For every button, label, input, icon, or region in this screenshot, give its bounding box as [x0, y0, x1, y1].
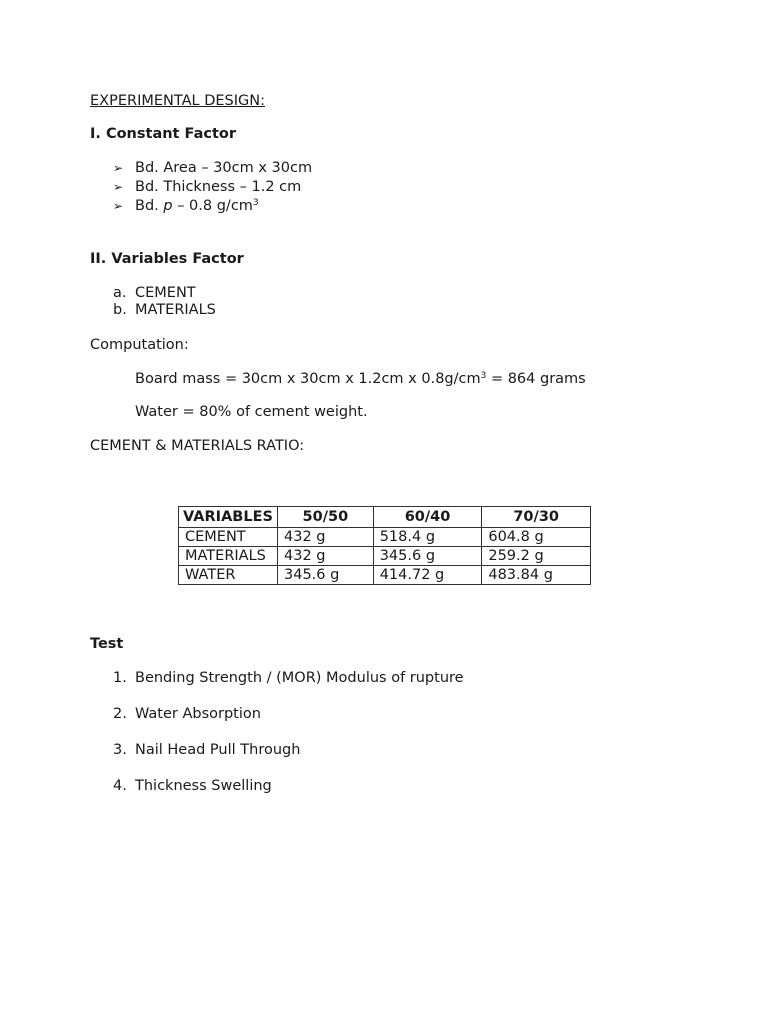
column-header: VARIABLES	[179, 507, 278, 528]
bullet-item-density: ➢ Bd. p – 0.8 $g/cm^3$	[113, 198, 259, 214]
arrow-bullet-icon: ➢	[113, 199, 124, 213]
section-heading-variables-factor: II. Variables Factor	[90, 251, 244, 267]
section-heading-test: Test	[90, 636, 124, 652]
column-header: 50/50	[278, 507, 374, 528]
table-row	[179, 566, 591, 585]
table-cell: 345.6 g	[278, 566, 374, 585]
ratio-label: CEMENT & MATERIALS RATIO:	[90, 438, 305, 454]
board-mass-formula: Board mass = 30cm x 30cm x 1.2cm x $0.8g/cm^3 = 864$ grams	[135, 371, 586, 387]
list-item: 2. Water Absorption	[113, 706, 261, 722]
list-item: b. MATERIALS	[113, 302, 216, 318]
table-cell: WATER	[179, 566, 278, 585]
table-cell: 483.84 g	[482, 566, 591, 585]
table-row	[179, 528, 591, 547]
table-row	[179, 547, 591, 566]
table-cell: 604.8 g	[482, 528, 591, 547]
list-item: 3. Nail Head Pull Through	[113, 742, 301, 758]
table-cell: 259.2 g	[482, 547, 591, 566]
table-cell: 432 g	[278, 528, 374, 547]
list-item: 1. Bending Strength / (MOR) Modulus of rupture	[113, 670, 464, 686]
page-title: EXPERIMENTAL DESIGN:	[90, 93, 265, 109]
column-header: 70/30	[482, 507, 591, 528]
arrow-bullet-icon: ➢	[113, 180, 124, 194]
table-header-row	[179, 507, 591, 528]
column-header: 60/40	[373, 507, 482, 528]
arrow-bullet-icon: ➢	[113, 161, 124, 175]
table-cell: CEMENT	[179, 528, 278, 547]
ratio-table	[178, 506, 591, 585]
water-formula: Water = 80% of cement weight.	[135, 404, 368, 420]
bullet-item: ➢ Bd. Thickness – 1.2 cm	[113, 179, 302, 195]
list-item: a. CEMENT	[113, 285, 196, 301]
list-item: 4. Thickness Swelling	[113, 778, 272, 794]
section-heading-constant-factor: I. Constant Factor	[90, 126, 237, 142]
table-cell: 414.72 g	[373, 566, 482, 585]
table-cell: 518.4 g	[373, 528, 482, 547]
computation-label: Computation:	[90, 337, 189, 353]
bullet-item: ➢ Bd. Area – 30cm x 30cm	[113, 160, 313, 176]
table-cell: MATERIALS	[179, 547, 278, 566]
table-cell: 432 g	[278, 547, 374, 566]
table-cell: 345.6 g	[373, 547, 482, 566]
